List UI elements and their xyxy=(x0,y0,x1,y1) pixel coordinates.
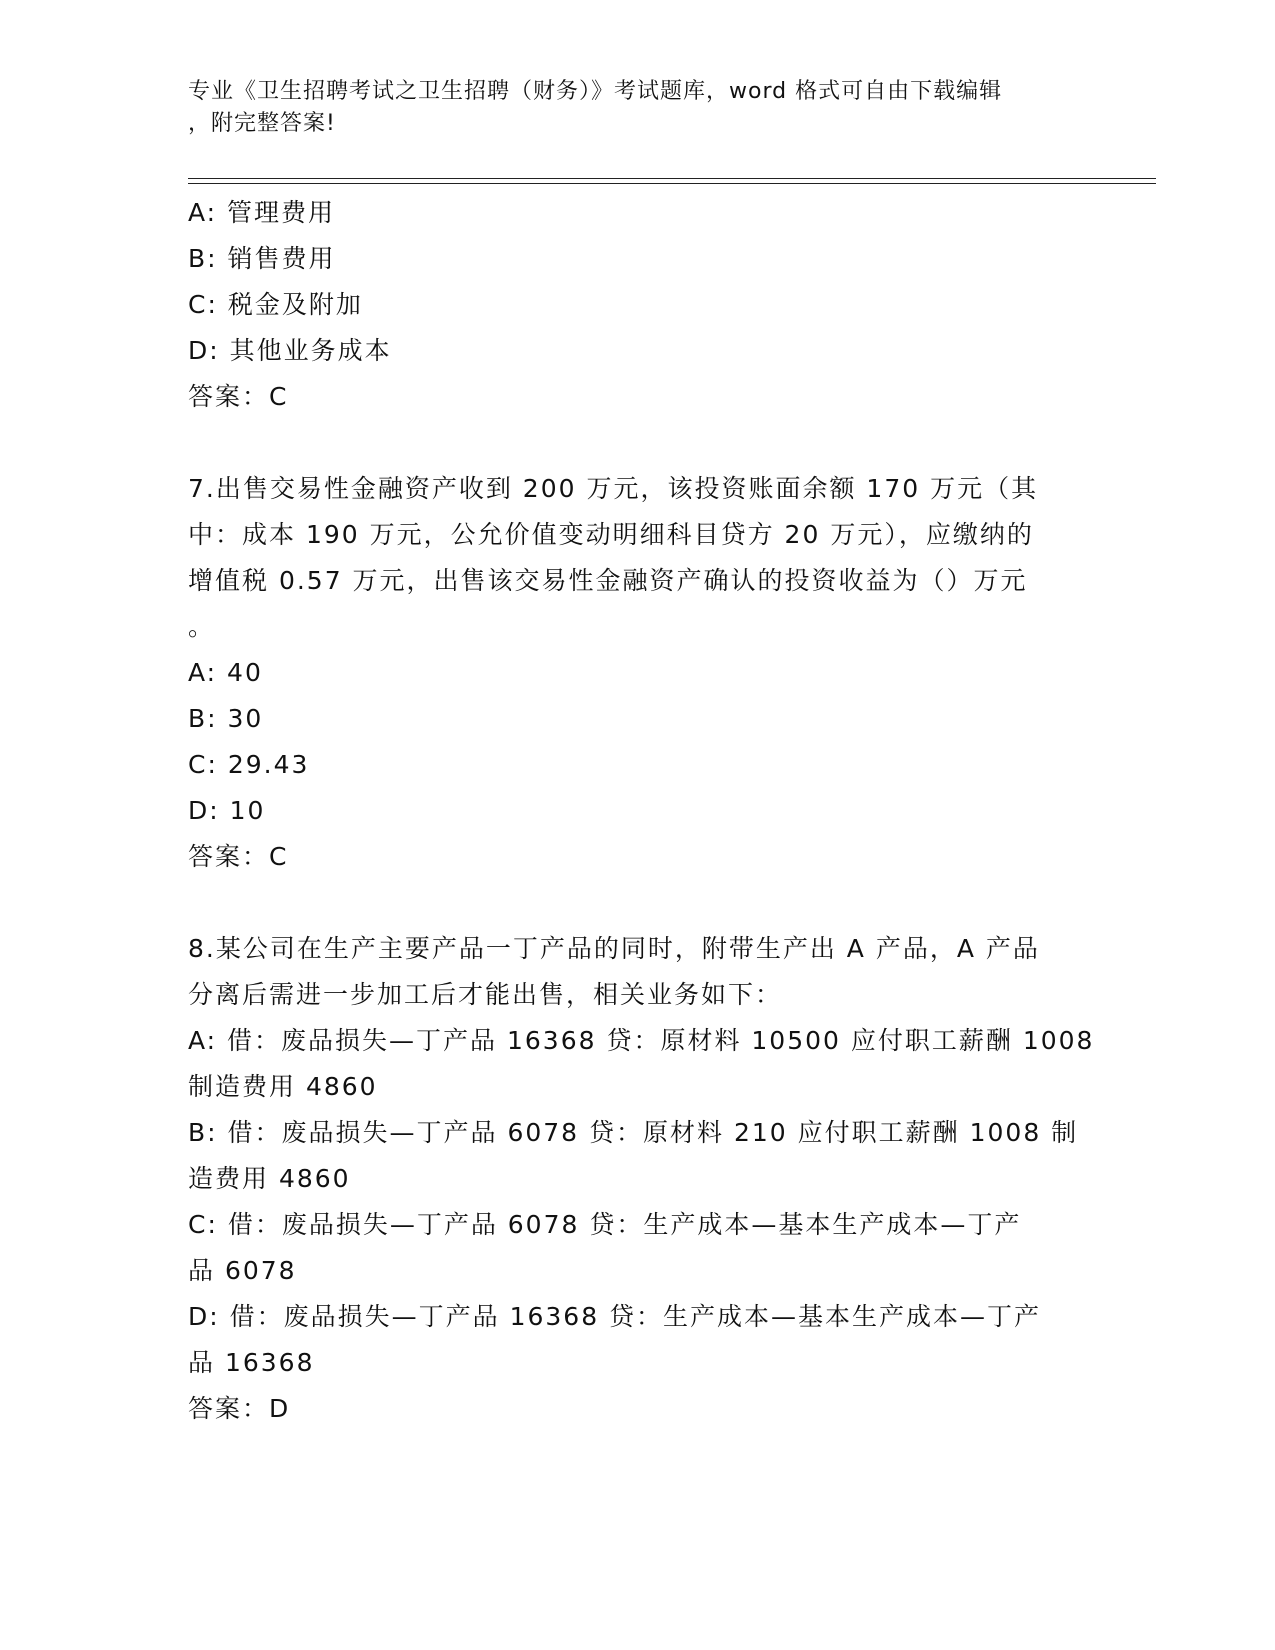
header-line-2: ，附完整答案! xyxy=(188,111,336,136)
q7-option-b: B: 30 xyxy=(188,704,264,733)
question-7 xyxy=(188,466,1088,880)
q8-title-line-1: 8.某公司在生产主要产品一丁产品的同时，附带生产出 A 产品，A 产品 xyxy=(188,934,1040,963)
q6-option-b: B: 销售费用 xyxy=(188,244,336,273)
q6-option-a: A: 管理费用 xyxy=(188,198,336,227)
header-divider-top xyxy=(188,178,1156,179)
q8-option-a: A: 借：废品损失—丁产品 16368 贷：原材料 10500 应付职工薪酬 1008 xyxy=(188,1026,1095,1055)
spacer xyxy=(188,420,1088,466)
header-line-1: 专业《卫生招聘考试之卫生招聘（财务）》考试题库，word 格式可自由下载编辑 xyxy=(188,79,1003,104)
q7-title-line-4: 。 xyxy=(188,612,216,641)
q8-option-d-cont: 品 16368 xyxy=(188,1348,315,1377)
q7-title-line-1: 7.出售交易性金融资产收到 200 万元，该投资账面余额 170 万元（其 xyxy=(188,474,1039,503)
q8-title-line-2: 分离后需进一步加工后才能出售，相关业务如下： xyxy=(188,980,783,1009)
q7-option-c: C: 29.43 xyxy=(188,750,310,779)
q7-option-a: A: 40 xyxy=(188,658,263,687)
question-6 xyxy=(188,190,1088,420)
header-divider-bottom xyxy=(188,183,1156,184)
q8-option-c: C: 借：废品损失—丁产品 6078 贷：生产成本—基本生产成本—丁产 xyxy=(188,1210,1022,1239)
q6-answer: 答案：C xyxy=(188,382,289,411)
question-content xyxy=(188,190,1095,1432)
q6-option-d: D: 其他业务成本 xyxy=(188,336,392,365)
q8-option-b-cont: 造费用 4860 xyxy=(188,1164,351,1193)
q8-answer: 答案：D xyxy=(188,1394,291,1423)
q7-answer: 答案：C xyxy=(188,842,289,871)
question-8 xyxy=(188,926,1095,1432)
q8-option-a-cont: 制造费用 4860 xyxy=(188,1072,378,1101)
q8-option-d: D: 借：废品损失—丁产品 16368 贷：生产成本—基本生产成本—丁产 xyxy=(188,1302,1042,1331)
q8-option-c-cont: 品 6078 xyxy=(188,1256,297,1285)
q7-title-line-3: 增值税 0.57 万元，出售该交易性金融资产确认的投资收益为（）万元 xyxy=(188,566,1028,595)
document-header xyxy=(188,76,1068,140)
q6-option-c: C: 税金及附加 xyxy=(188,290,363,319)
q7-title-line-2: 中：成本 190 万元，公允价值变动明细科目贷方 20 万元），应缴纳的 xyxy=(188,520,1034,549)
q8-option-b: B: 借：废品损失—丁产品 6078 贷：原材料 210 应付职工薪酬 1008 制 xyxy=(188,1118,1079,1147)
q7-option-d: D: 10 xyxy=(188,796,266,825)
spacer xyxy=(188,880,1088,926)
